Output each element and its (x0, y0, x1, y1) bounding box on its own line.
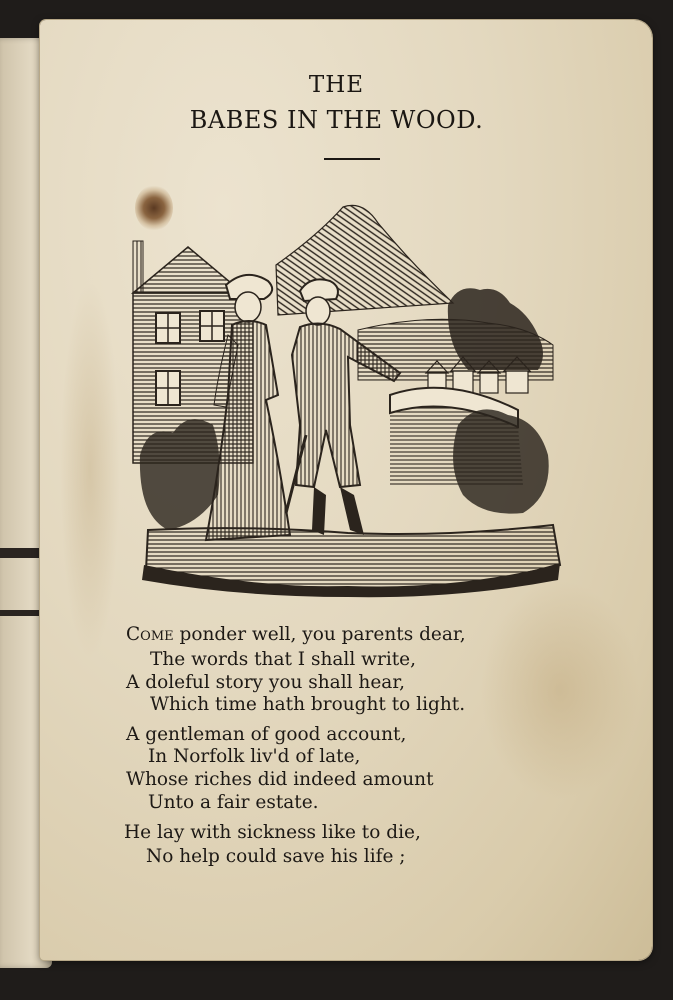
poem-line: In Norfolk liv'd of late, (148, 746, 361, 767)
foxing-stain (60, 280, 120, 660)
poem-line: No help could save his life ; (146, 846, 406, 867)
title-line-2: BABES IN THE WOOD. (189, 106, 484, 134)
poem-line: He lay with sickness like to die, (124, 822, 421, 843)
title-rule (324, 158, 380, 160)
poem-line: A doleful story you shall hear, (126, 672, 406, 693)
poem-line: A gentleman of good account, (126, 724, 407, 745)
right-bush (453, 409, 549, 513)
gentleman-figure (286, 279, 400, 535)
poem-line: Whose riches did indeed amount (126, 769, 434, 790)
shrubs (140, 419, 220, 530)
poem-line-text: ponder well, you parents dear, (173, 624, 466, 645)
poem-line: The words that I shall write, (150, 649, 417, 670)
drop-word: Come (126, 624, 174, 645)
poem-line (126, 624, 466, 645)
foxing-stain (480, 580, 640, 800)
poem-line: Which time hath brought to light. (150, 694, 466, 715)
title-line-1: THE (308, 72, 365, 98)
poem-line: Unto a fair estate. (148, 792, 319, 813)
woodcut-illustration (128, 195, 566, 600)
